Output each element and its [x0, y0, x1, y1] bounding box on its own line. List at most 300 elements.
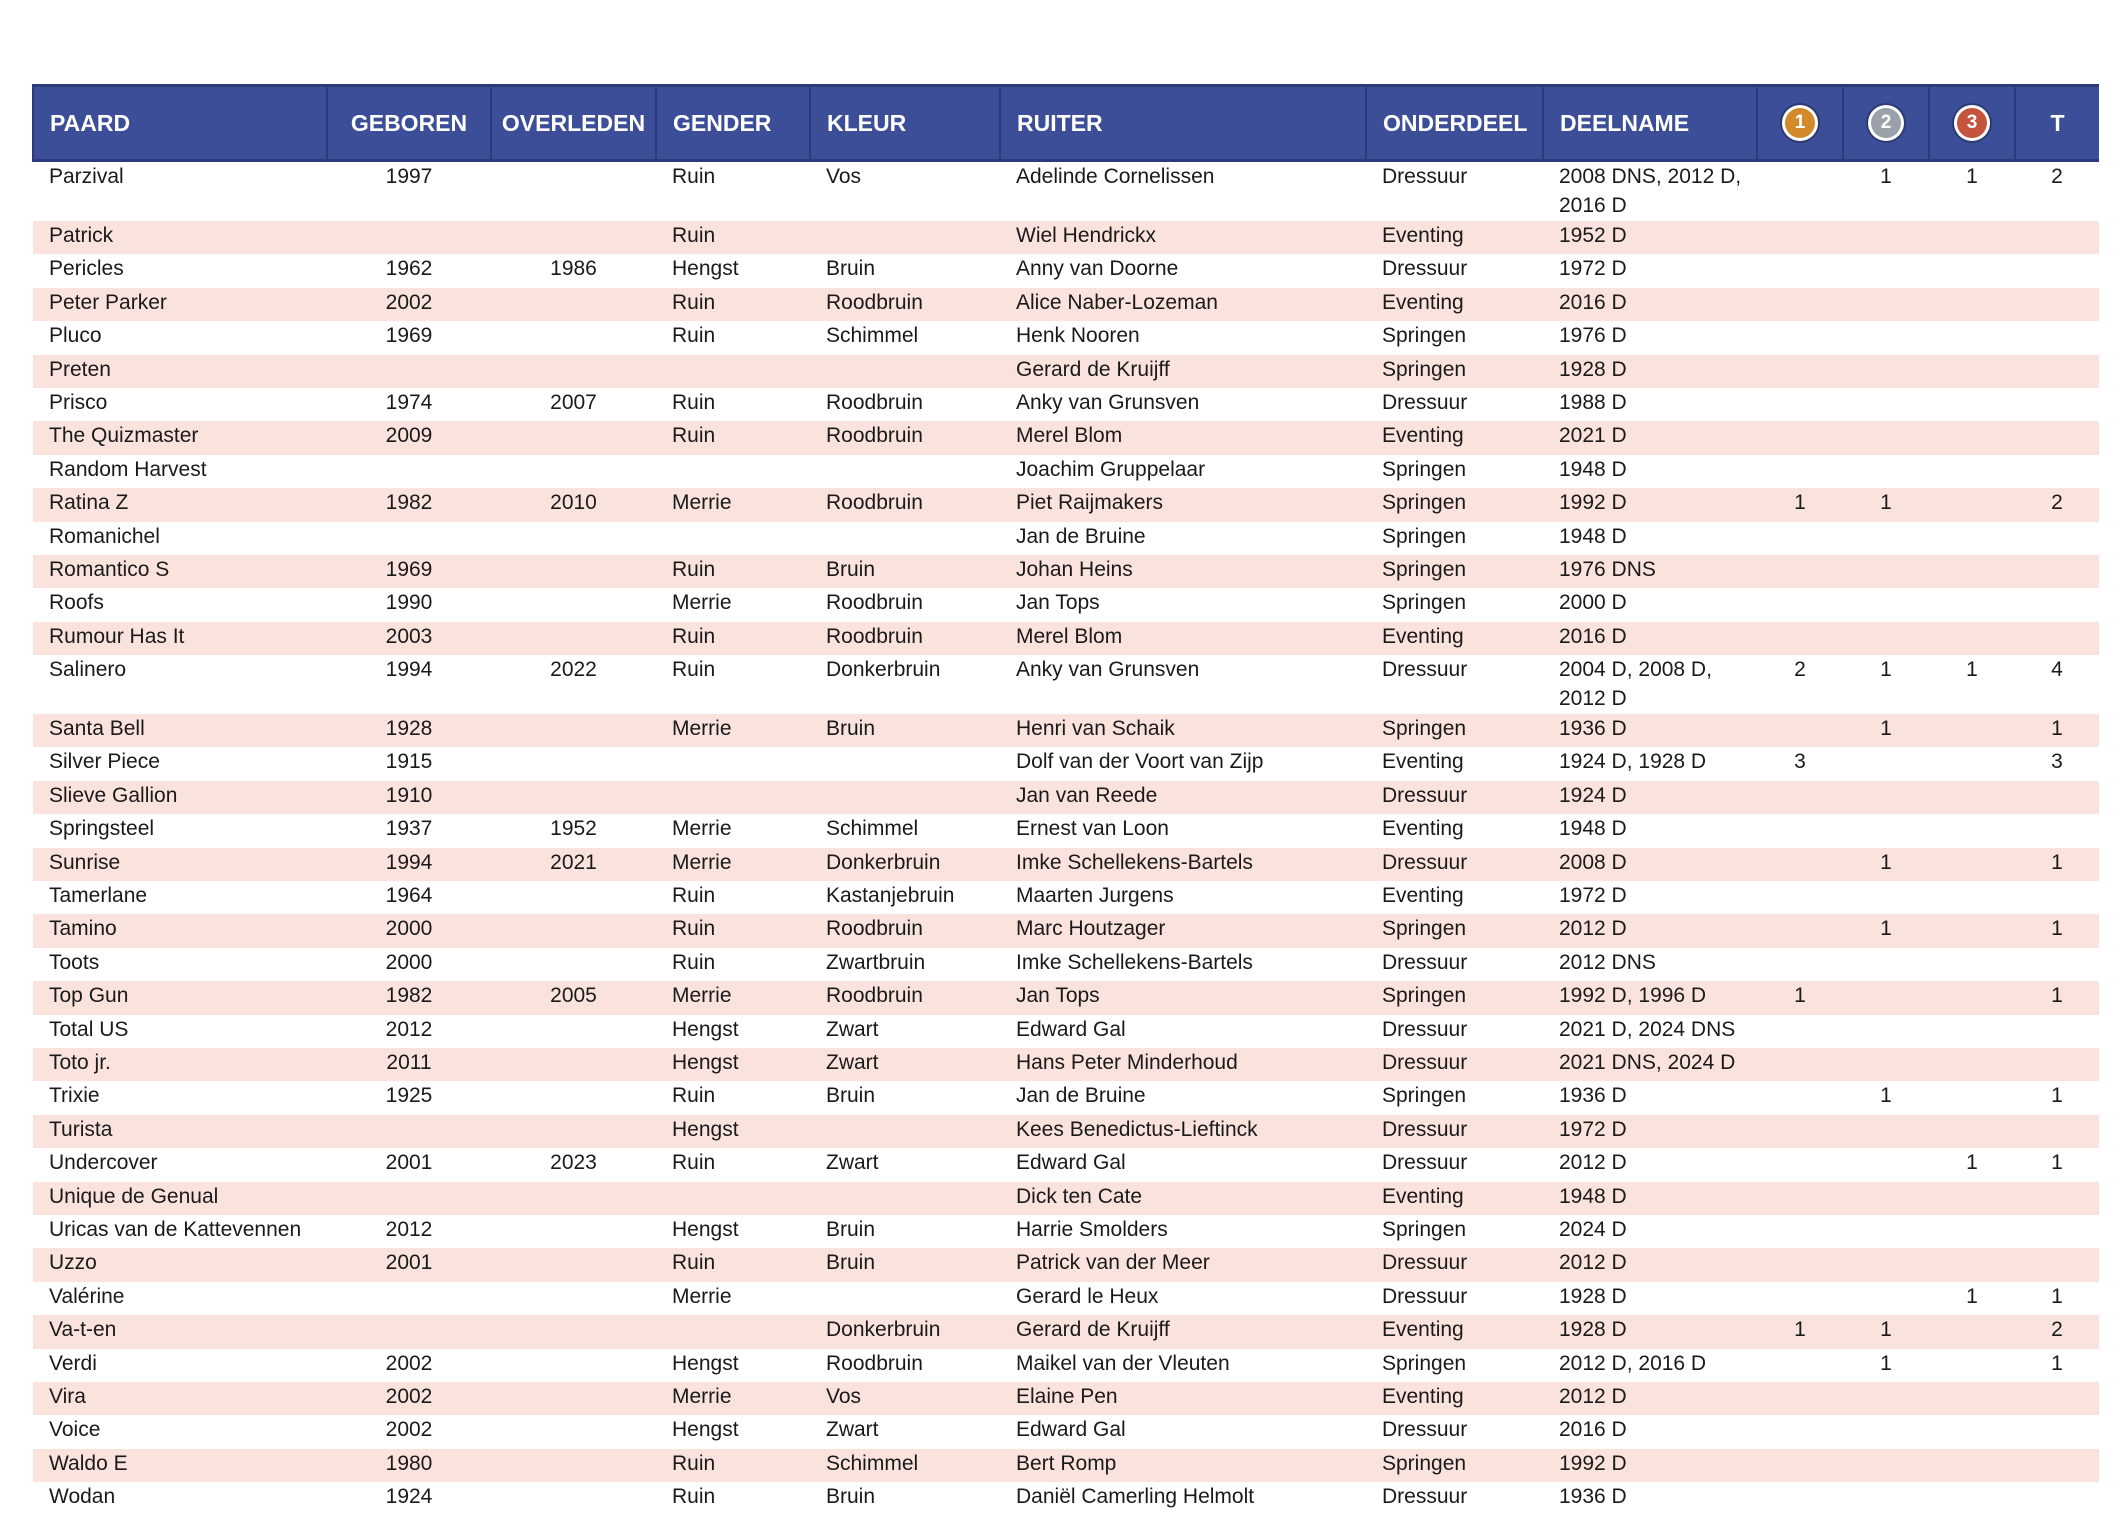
table-row — [33, 522, 2099, 555]
cell-paard: Rumour Has It — [33, 622, 327, 655]
cell-overleden — [491, 747, 656, 780]
cell-kleur: Donkerbruin — [810, 1315, 1000, 1348]
table-row — [33, 1048, 2099, 1081]
cell-total: 1 — [2015, 1282, 2099, 1315]
cell-gender: Hengst — [656, 1048, 810, 1081]
table-row — [33, 488, 2099, 521]
cell-paard: Turista — [33, 1115, 327, 1148]
cell-bronze — [1929, 588, 2015, 621]
cell-bronze — [1929, 254, 2015, 287]
cell-paard: Pericles — [33, 254, 327, 287]
cell-kleur — [810, 455, 1000, 488]
cell-silver — [1843, 522, 1929, 555]
cell-paard: Silver Piece — [33, 747, 327, 780]
cell-deelname: 1992 D, 1996 D — [1543, 981, 1757, 1014]
cell-bronze — [1929, 1215, 2015, 1248]
cell-ruiter: Maikel van der Vleuten — [1000, 1349, 1366, 1382]
cell-overleden — [491, 1482, 656, 1515]
cell-onderdeel: Springen — [1366, 1081, 1543, 1114]
cell-paard: Tamino — [33, 914, 327, 947]
cell-total: 4 — [2015, 655, 2099, 714]
cell-gold — [1757, 714, 1843, 747]
cell-overleden: 2010 — [491, 488, 656, 521]
cell-geboren: 1910 — [327, 781, 491, 814]
cell-deelname: 2016 D — [1543, 1415, 1757, 1448]
cell-kleur: Bruin — [810, 254, 1000, 287]
cell-gender — [656, 522, 810, 555]
cell-bronze — [1929, 388, 2015, 421]
table-row — [33, 1248, 2099, 1281]
cell-bronze — [1929, 488, 2015, 521]
cell-paard: Preten — [33, 355, 327, 388]
cell-geboren: 1994 — [327, 848, 491, 881]
table-row — [33, 1382, 2099, 1415]
cell-silver — [1843, 622, 1929, 655]
cell-deelname: 2008 DNS, 2012 D, 2016 D — [1543, 161, 1757, 222]
cell-geboren: 1925 — [327, 1081, 491, 1114]
cell-gender: Ruin — [656, 161, 810, 222]
cell-gender: Merrie — [656, 848, 810, 881]
cell-gold — [1757, 622, 1843, 655]
cell-deelname: 1976 DNS — [1543, 555, 1757, 588]
cell-ruiter: Merel Blom — [1000, 622, 1366, 655]
cell-paard: Unique de Genual — [33, 1182, 327, 1215]
cell-onderdeel: Springen — [1366, 981, 1543, 1014]
cell-bronze — [1929, 914, 2015, 947]
cell-gold: 2 — [1757, 655, 1843, 714]
cell-geboren — [327, 221, 491, 254]
cell-geboren: 1964 — [327, 881, 491, 914]
cell-kleur: Roodbruin — [810, 588, 1000, 621]
cell-kleur: Bruin — [810, 1081, 1000, 1114]
cell-overleden — [491, 1015, 656, 1048]
cell-overleden: 2021 — [491, 848, 656, 881]
cell-kleur: Roodbruin — [810, 981, 1000, 1014]
cell-overleden — [491, 288, 656, 321]
cell-overleden — [491, 881, 656, 914]
cell-gender: Merrie — [656, 588, 810, 621]
cell-deelname: 1972 D — [1543, 254, 1757, 287]
cell-gold — [1757, 1282, 1843, 1315]
cell-geboren: 2003 — [327, 622, 491, 655]
cell-geboren: 1928 — [327, 714, 491, 747]
cell-deelname: 2016 D — [1543, 288, 1757, 321]
cell-total: 2 — [2015, 488, 2099, 521]
cell-geboren: 1974 — [327, 388, 491, 421]
table-row — [33, 622, 2099, 655]
cell-gender: Ruin — [656, 881, 810, 914]
cell-deelname: 1928 D — [1543, 1315, 1757, 1348]
cell-total — [2015, 1449, 2099, 1482]
cell-silver: 1 — [1843, 655, 1929, 714]
cell-silver — [1843, 781, 1929, 814]
horse-table — [32, 84, 2099, 1515]
cell-bronze — [1929, 522, 2015, 555]
cell-gold — [1757, 421, 1843, 454]
cell-deelname: 2012 D — [1543, 1382, 1757, 1415]
cell-overleden — [491, 1315, 656, 1348]
cell-bronze — [1929, 1482, 2015, 1515]
cell-silver — [1843, 881, 1929, 914]
cell-kleur — [810, 522, 1000, 555]
table-row — [33, 1282, 2099, 1315]
cell-gold — [1757, 1015, 1843, 1048]
cell-bronze — [1929, 1248, 2015, 1281]
header-onderdeel: ONDERDEEL — [1366, 86, 1543, 161]
cell-geboren: 2000 — [327, 914, 491, 947]
table-row — [33, 1349, 2099, 1382]
cell-total: 3 — [2015, 747, 2099, 780]
cell-silver — [1843, 288, 1929, 321]
cell-ruiter: Adelinde Cornelissen — [1000, 161, 1366, 222]
cell-silver — [1843, 455, 1929, 488]
cell-gender — [656, 747, 810, 780]
cell-bronze — [1929, 1015, 2015, 1048]
cell-gender: Ruin — [656, 1248, 810, 1281]
cell-paard: Toots — [33, 948, 327, 981]
cell-gender: Hengst — [656, 1215, 810, 1248]
cell-deelname: 2021 D — [1543, 421, 1757, 454]
table-row — [33, 1315, 2099, 1348]
cell-onderdeel: Springen — [1366, 1449, 1543, 1482]
cell-bronze — [1929, 622, 2015, 655]
cell-deelname: 1988 D — [1543, 388, 1757, 421]
table-row — [33, 981, 2099, 1014]
cell-overleden — [491, 455, 656, 488]
cell-geboren: 2012 — [327, 1215, 491, 1248]
cell-gold: 1 — [1757, 1315, 1843, 1348]
cell-ruiter: Edward Gal — [1000, 1015, 1366, 1048]
silver-medal-icon: 2 — [1871, 108, 1901, 138]
cell-kleur — [810, 1182, 1000, 1215]
cell-silver: 1 — [1843, 1315, 1929, 1348]
cell-gender: Ruin — [656, 388, 810, 421]
cell-onderdeel: Dressuur — [1366, 1115, 1543, 1148]
cell-deelname: 2012 D — [1543, 1148, 1757, 1181]
cell-gender — [656, 1315, 810, 1348]
cell-geboren: 1994 — [327, 655, 491, 714]
cell-bronze — [1929, 981, 2015, 1014]
cell-total — [2015, 288, 2099, 321]
cell-bronze — [1929, 555, 2015, 588]
cell-gold — [1757, 1048, 1843, 1081]
cell-onderdeel: Dressuur — [1366, 1415, 1543, 1448]
cell-overleden: 2005 — [491, 981, 656, 1014]
cell-kleur: Zwartbruin — [810, 948, 1000, 981]
table-row — [33, 948, 2099, 981]
cell-gender: Hengst — [656, 1349, 810, 1382]
cell-onderdeel: Eventing — [1366, 1315, 1543, 1348]
cell-onderdeel: Dressuur — [1366, 781, 1543, 814]
cell-total — [2015, 1182, 2099, 1215]
cell-gold: 1 — [1757, 981, 1843, 1014]
cell-total: 1 — [2015, 914, 2099, 947]
cell-overleden: 2007 — [491, 388, 656, 421]
cell-gender: Merrie — [656, 814, 810, 847]
cell-paard: Sunrise — [33, 848, 327, 881]
cell-gold — [1757, 1415, 1843, 1448]
cell-bronze — [1929, 1382, 2015, 1415]
cell-overleden: 2022 — [491, 655, 656, 714]
cell-total — [2015, 455, 2099, 488]
cell-bronze — [1929, 1048, 2015, 1081]
cell-gold — [1757, 288, 1843, 321]
cell-ruiter: Jan Tops — [1000, 981, 1366, 1014]
cell-bronze — [1929, 1115, 2015, 1148]
table-row — [33, 588, 2099, 621]
cell-ruiter: Johan Heins — [1000, 555, 1366, 588]
cell-bronze — [1929, 1449, 2015, 1482]
cell-deelname: 2021 DNS, 2024 D — [1543, 1048, 1757, 1081]
cell-bronze — [1929, 1349, 2015, 1382]
cell-ruiter: Joachim Gruppelaar — [1000, 455, 1366, 488]
cell-gender: Ruin — [656, 1148, 810, 1181]
table-row — [33, 1081, 2099, 1114]
cell-silver — [1843, 1449, 1929, 1482]
header-geboren: GEBOREN — [327, 86, 491, 161]
cell-geboren: 1969 — [327, 555, 491, 588]
cell-bronze — [1929, 221, 2015, 254]
cell-gold — [1757, 1115, 1843, 1148]
cell-ruiter: Piet Raijmakers — [1000, 488, 1366, 521]
cell-gold — [1757, 881, 1843, 914]
cell-bronze: 1 — [1929, 655, 2015, 714]
cell-silver: 1 — [1843, 161, 1929, 222]
bronze-medal-icon: 3 — [1957, 108, 1987, 138]
cell-gender: Hengst — [656, 254, 810, 287]
cell-kleur: Bruin — [810, 1248, 1000, 1281]
cell-gender: Merrie — [656, 1382, 810, 1415]
cell-deelname: 1948 D — [1543, 814, 1757, 847]
cell-kleur: Bruin — [810, 714, 1000, 747]
cell-deelname: 1928 D — [1543, 1282, 1757, 1315]
cell-deelname: 1972 D — [1543, 881, 1757, 914]
cell-silver: 1 — [1843, 1081, 1929, 1114]
cell-gender: Merrie — [656, 488, 810, 521]
cell-total — [2015, 555, 2099, 588]
cell-geboren — [327, 1182, 491, 1215]
cell-overleden — [491, 321, 656, 354]
cell-total — [2015, 1215, 2099, 1248]
cell-geboren: 2002 — [327, 1415, 491, 1448]
cell-onderdeel: Eventing — [1366, 288, 1543, 321]
cell-silver: 1 — [1843, 714, 1929, 747]
cell-gold — [1757, 1449, 1843, 1482]
cell-onderdeel: Eventing — [1366, 881, 1543, 914]
cell-total — [2015, 1482, 2099, 1515]
cell-gender: Ruin — [656, 1482, 810, 1515]
table-row — [33, 1415, 2099, 1448]
cell-gender: Ruin — [656, 555, 810, 588]
cell-kleur: Bruin — [810, 1215, 1000, 1248]
cell-kleur: Roodbruin — [810, 388, 1000, 421]
cell-gold — [1757, 161, 1843, 222]
cell-silver — [1843, 1415, 1929, 1448]
cell-deelname: 2008 D — [1543, 848, 1757, 881]
cell-kleur: Vos — [810, 1382, 1000, 1415]
cell-paard: Tamerlane — [33, 881, 327, 914]
cell-bronze — [1929, 814, 2015, 847]
cell-geboren — [327, 1315, 491, 1348]
table-row — [33, 848, 2099, 881]
cell-kleur: Donkerbruin — [810, 655, 1000, 714]
cell-silver — [1843, 1482, 1929, 1515]
cell-onderdeel: Eventing — [1366, 221, 1543, 254]
cell-geboren: 2001 — [327, 1248, 491, 1281]
table-row — [33, 321, 2099, 354]
cell-geboren: 2000 — [327, 948, 491, 981]
cell-gender: Ruin — [656, 948, 810, 981]
cell-total — [2015, 221, 2099, 254]
cell-silver — [1843, 1148, 1929, 1181]
cell-total — [2015, 388, 2099, 421]
cell-ruiter: Ernest van Loon — [1000, 814, 1366, 847]
cell-bronze: 1 — [1929, 161, 2015, 222]
cell-silver — [1843, 388, 1929, 421]
cell-silver — [1843, 421, 1929, 454]
cell-overleden — [491, 1382, 656, 1415]
cell-overleden — [491, 622, 656, 655]
cell-gender — [656, 355, 810, 388]
cell-gender: Hengst — [656, 1115, 810, 1148]
cell-onderdeel: Dressuur — [1366, 161, 1543, 222]
cell-paard: Top Gun — [33, 981, 327, 1014]
cell-bronze — [1929, 1081, 2015, 1114]
cell-deelname: 2012 DNS — [1543, 948, 1757, 981]
cell-geboren: 2002 — [327, 1382, 491, 1415]
cell-ruiter: Merel Blom — [1000, 421, 1366, 454]
cell-deelname: 1948 D — [1543, 1182, 1757, 1215]
cell-gold — [1757, 814, 1843, 847]
cell-geboren: 2012 — [327, 1015, 491, 1048]
cell-ruiter: Anky van Grunsven — [1000, 388, 1366, 421]
cell-bronze — [1929, 1182, 2015, 1215]
cell-paard: Undercover — [33, 1148, 327, 1181]
cell-deelname: 1924 D, 1928 D — [1543, 747, 1757, 780]
cell-deelname: 1936 D — [1543, 1482, 1757, 1515]
cell-deelname: 1952 D — [1543, 221, 1757, 254]
cell-ruiter: Daniël Camerling Helmolt — [1000, 1482, 1366, 1515]
header-bronze — [1929, 86, 2015, 161]
cell-deelname: 2012 D — [1543, 914, 1757, 947]
table-row — [33, 881, 2099, 914]
cell-total: 2 — [2015, 1315, 2099, 1348]
cell-paard: Wodan — [33, 1482, 327, 1515]
cell-onderdeel: Dressuur — [1366, 1248, 1543, 1281]
cell-total — [2015, 522, 2099, 555]
cell-geboren: 1990 — [327, 588, 491, 621]
cell-overleden — [491, 1081, 656, 1114]
cell-paard: Prisco — [33, 388, 327, 421]
cell-silver — [1843, 254, 1929, 287]
cell-onderdeel: Dressuur — [1366, 1482, 1543, 1515]
cell-gold — [1757, 455, 1843, 488]
table-row — [33, 288, 2099, 321]
cell-ruiter: Jan de Bruine — [1000, 522, 1366, 555]
cell-ruiter: Anky van Grunsven — [1000, 655, 1366, 714]
cell-kleur: Donkerbruin — [810, 848, 1000, 881]
cell-onderdeel: Eventing — [1366, 1382, 1543, 1415]
table-row — [33, 455, 2099, 488]
cell-kleur: Zwart — [810, 1148, 1000, 1181]
cell-bronze — [1929, 948, 2015, 981]
cell-bronze — [1929, 321, 2015, 354]
cell-total — [2015, 1382, 2099, 1415]
cell-gender — [656, 455, 810, 488]
cell-deelname: 1928 D — [1543, 355, 1757, 388]
cell-gold — [1757, 1382, 1843, 1415]
cell-total: 2 — [2015, 161, 2099, 222]
cell-paard: Valérine — [33, 1282, 327, 1315]
cell-paard: Peter Parker — [33, 288, 327, 321]
cell-total — [2015, 948, 2099, 981]
header-deelname: DEELNAME — [1543, 86, 1757, 161]
cell-gender: Merrie — [656, 714, 810, 747]
cell-gold — [1757, 221, 1843, 254]
cell-gold — [1757, 588, 1843, 621]
cell-deelname: 1972 D — [1543, 1115, 1757, 1148]
cell-ruiter: Hans Peter Minderhoud — [1000, 1048, 1366, 1081]
cell-ruiter: Harrie Smolders — [1000, 1215, 1366, 1248]
table-row — [33, 714, 2099, 747]
cell-onderdeel: Dressuur — [1366, 948, 1543, 981]
cell-bronze — [1929, 355, 2015, 388]
cell-paard: Romantico S — [33, 555, 327, 588]
cell-ruiter: Bert Romp — [1000, 1449, 1366, 1482]
cell-ruiter: Edward Gal — [1000, 1415, 1366, 1448]
cell-onderdeel: Eventing — [1366, 421, 1543, 454]
cell-kleur — [810, 355, 1000, 388]
cell-gold: 1 — [1757, 488, 1843, 521]
table-row — [33, 355, 2099, 388]
cell-paard: Uricas van de Kattevennen — [33, 1215, 327, 1248]
cell-gold — [1757, 321, 1843, 354]
header-ruiter: RUITER — [1000, 86, 1366, 161]
cell-kleur — [810, 1115, 1000, 1148]
cell-geboren: 2009 — [327, 421, 491, 454]
cell-kleur: Roodbruin — [810, 914, 1000, 947]
cell-kleur: Zwart — [810, 1415, 1000, 1448]
cell-geboren: 1924 — [327, 1482, 491, 1515]
cell-onderdeel: Springen — [1366, 1215, 1543, 1248]
cell-overleden — [491, 421, 656, 454]
header-overleden: OVERLEDEN — [491, 86, 656, 161]
cell-onderdeel: Springen — [1366, 321, 1543, 354]
cell-overleden — [491, 1349, 656, 1382]
table-row — [33, 1215, 2099, 1248]
cell-ruiter: Henri van Schaik — [1000, 714, 1366, 747]
cell-geboren — [327, 355, 491, 388]
cell-gender: Ruin — [656, 1449, 810, 1482]
cell-deelname: 1948 D — [1543, 522, 1757, 555]
cell-deelname: 1924 D — [1543, 781, 1757, 814]
cell-total — [2015, 1015, 2099, 1048]
cell-deelname: 1948 D — [1543, 455, 1757, 488]
cell-silver — [1843, 221, 1929, 254]
cell-silver — [1843, 747, 1929, 780]
cell-total: 1 — [2015, 1148, 2099, 1181]
cell-kleur: Schimmel — [810, 1449, 1000, 1482]
cell-gold — [1757, 555, 1843, 588]
cell-gold — [1757, 1482, 1843, 1515]
cell-total — [2015, 814, 2099, 847]
cell-ruiter: Jan van Reede — [1000, 781, 1366, 814]
cell-geboren: 2002 — [327, 1349, 491, 1382]
cell-overleden — [491, 1415, 656, 1448]
cell-onderdeel: Springen — [1366, 355, 1543, 388]
cell-overleden — [491, 588, 656, 621]
cell-bronze — [1929, 1315, 2015, 1348]
